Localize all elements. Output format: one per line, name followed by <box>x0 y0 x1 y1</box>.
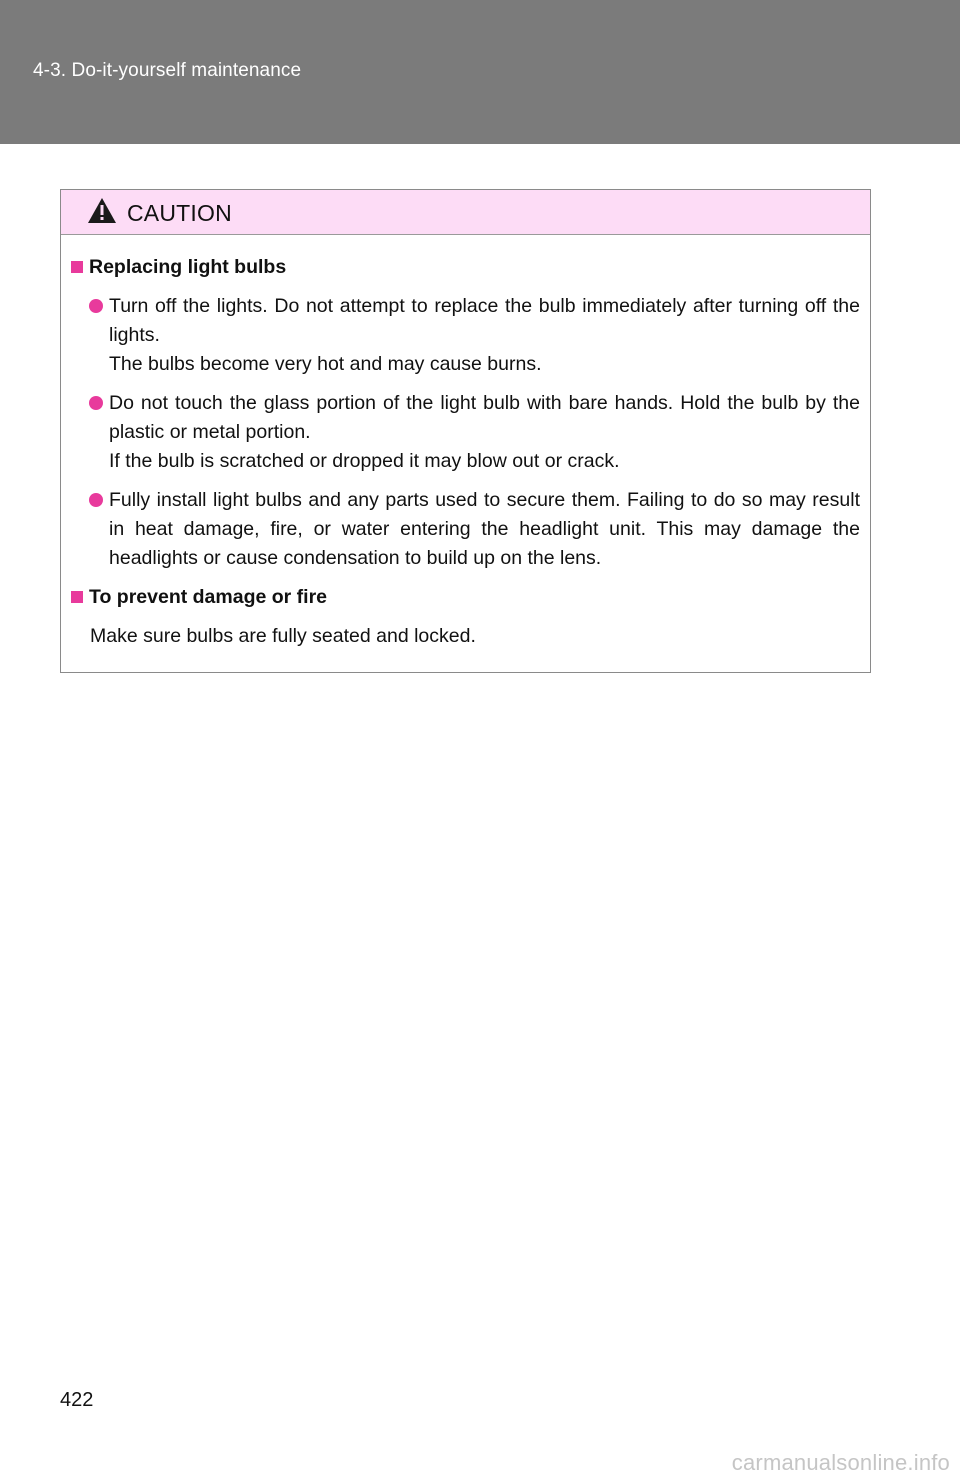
section-title: 4-3. Do-it-yourself maintenance <box>33 60 302 81</box>
section-paragraph: Make sure bulbs are fully seated and locked. <box>90 625 476 647</box>
circle-bullet-icon <box>89 396 103 410</box>
warning-triangle-icon <box>87 197 117 224</box>
caution-title: CAUTION <box>127 200 232 226</box>
square-bullet-icon <box>71 591 83 603</box>
section-heading-replacing-bulbs <box>71 253 860 282</box>
list-item-note: The bulbs become very hot and may cause burns. <box>109 353 542 375</box>
list-item <box>71 389 860 476</box>
section-heading-text: To prevent damage or fire <box>89 586 328 608</box>
caution-header <box>61 190 870 235</box>
caution-box <box>60 189 871 673</box>
circle-bullet-icon <box>89 299 103 313</box>
list-item-text: Do not touch the glass portion of the light bulb with bare hands. Hold the bulb by the plastic or metal portion. <box>109 392 860 443</box>
list-item <box>71 486 860 573</box>
section-heading-prevent-damage <box>71 583 860 612</box>
list-item-text: Fully install light bulbs and any parts used to secure them. Failing to do so may result in heat damage, fire, or water entering the headlight unit. This may damage the headlights or cause condensation to build up on the lens. <box>109 489 860 569</box>
caution-body <box>61 235 870 651</box>
section-heading-text: Replacing light bulbs <box>89 256 287 278</box>
list-item-note: If the bulb is scratched or dropped it may blow out or crack. <box>109 450 620 472</box>
page-number: 422 <box>60 1389 94 1411</box>
circle-bullet-icon <box>89 493 103 507</box>
header-band <box>0 0 960 144</box>
square-bullet-icon <box>71 261 83 273</box>
list-item <box>71 292 860 379</box>
list-item-text: Turn off the lights. Do not attempt to replace the bulb immediately after turning off the lights. <box>109 295 860 346</box>
watermark: carmanualsonline.info <box>731 1450 950 1475</box>
